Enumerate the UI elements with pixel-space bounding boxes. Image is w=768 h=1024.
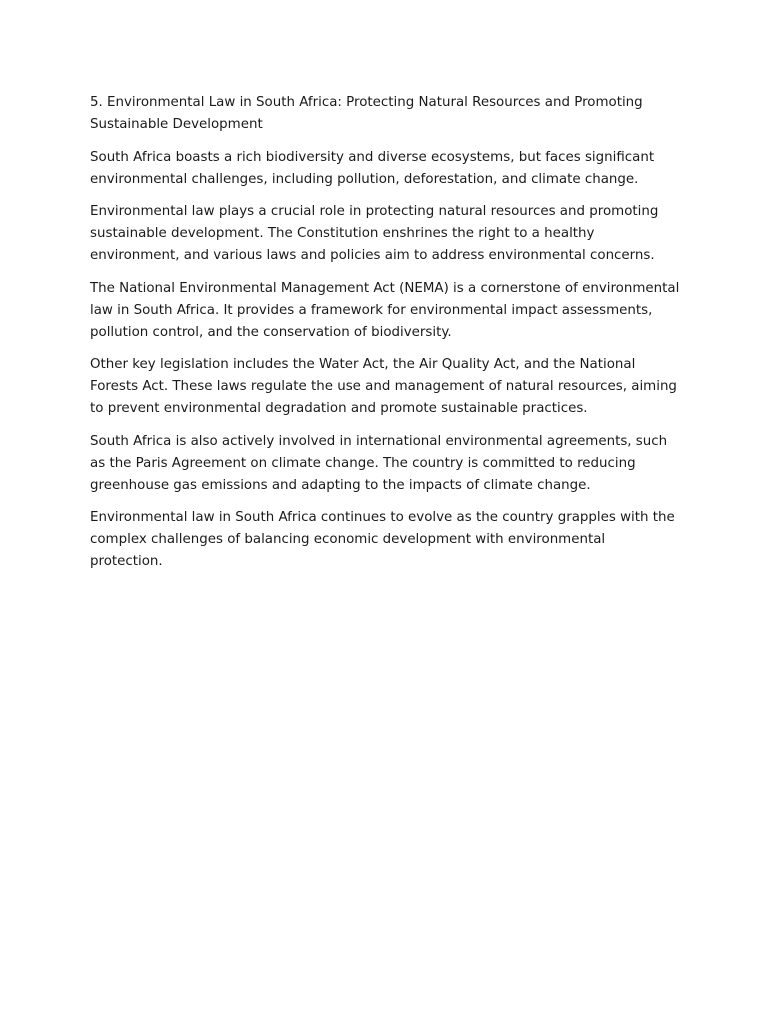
paragraph-biodiversity: South Africa boasts a rich biodiversity and diverse ecosystems, but faces significant environmental challenges, including pollution, deforestation, and climate change. — [90, 149, 655, 187]
paragraph-key-legislation: Other key legislation includes the Water Act, the Air Quality Act, and the National Forests Act. These laws regulate the use and management of natural resources, aiming to prevent environmental degradation and promote sustainable practices. — [90, 357, 677, 416]
paragraph-international-agreements: South Africa is also actively involved in international environmental agreements, such as the Paris Agreement on climate change. The country is committed to reducing greenhouse gas emissions and adapting to the impacts of climate change. — [90, 433, 668, 493]
document-body — [90, 92, 680, 584]
paragraph-nema: The National Environmental Management Act (NEMA) is a cornerstone of environmental law in South Africa. It provides a framework for environmental impact assessments, pollution control, and the conservation of biodiversity. — [90, 280, 680, 340]
section-heading: 5. Environmental Law in South Africa: Protecting Natural Resources and Promoting Sustainable Development — [90, 95, 643, 132]
paragraph-conclusion: Environmental law in South Africa continues to evolve as the country grapples with the complex challenges of balancing economic development with environmental protection. — [90, 510, 675, 569]
paragraph-role-of-law: Environmental law plays a crucial role in protecting natural resources and promoting sustainable development. The Constitution enshrines the right to a healthy environment, and various laws and policies aim to address environmental concerns. — [90, 204, 659, 263]
